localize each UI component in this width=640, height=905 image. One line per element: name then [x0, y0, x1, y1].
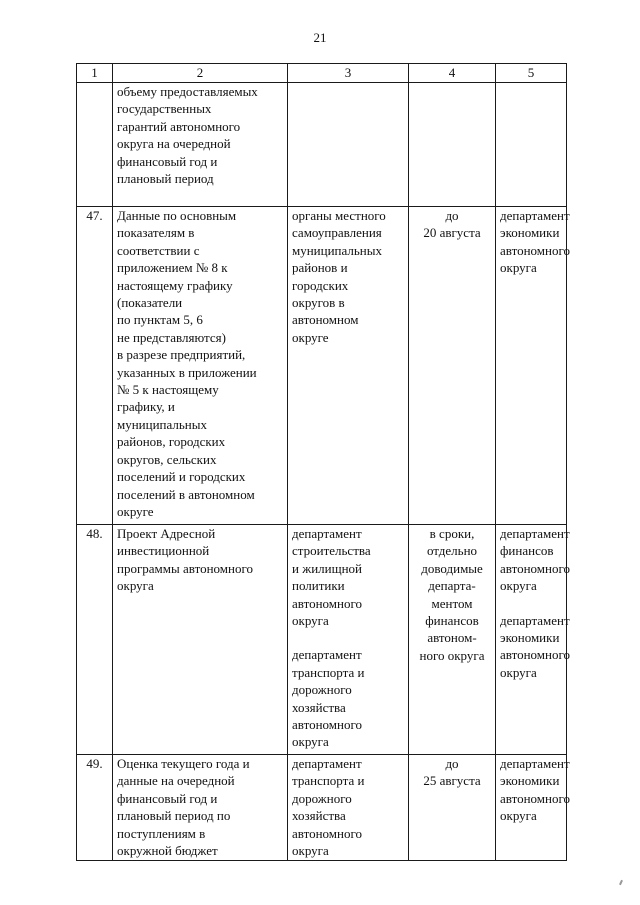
table-row: [77, 755, 567, 861]
row-responsible: [288, 207, 409, 525]
responsible-entry: департамент строительства и жилищной политики автономного округа: [292, 526, 371, 629]
entry-spacer: [292, 629, 404, 646]
table-row: [77, 525, 567, 755]
row-recipient: [496, 525, 570, 755]
header-col-3: 3: [288, 64, 409, 83]
row-responsible: [288, 525, 409, 755]
responsible-entry: департамент транспорта и дорожного хозяйства автономного округа: [292, 647, 365, 750]
row-number: [77, 83, 113, 207]
header-col-5: 5: [496, 64, 567, 83]
recipient-entry: департамент финансов автономного округа: [500, 526, 570, 594]
row-description: Данные по основным показателям в соответствии с приложением № 8 к настоящему графику (показатели по пунктам 5, 6 не представляются) в разрезе предприятий, указанных в приложении № 5 к настоящему графику, и муниципальных районов, городских округов, сельских поселений и городских поселений в автономном округе: [113, 207, 288, 525]
row-deadline: в сроки, отдельно доводимые департа- ментом финансов автоном- ного округа: [409, 525, 496, 755]
row-deadline: [409, 83, 496, 207]
row-description: Оценка текущего года и данные на очередной финансовый год и плановый период по поступлениям в окружной бюджет: [113, 755, 288, 861]
row-recipient: [496, 207, 570, 525]
header-col-1: 1: [77, 64, 113, 83]
recipient-entry: департамент экономики автономного округа: [500, 208, 570, 276]
row-recipient: [496, 755, 570, 861]
page-number: 21: [313, 30, 327, 45]
table-header-row: [77, 64, 567, 83]
responsible-entry: департамент транспорта и дорожного хозяйства автономного округа: [292, 756, 365, 859]
recipient-entry: департамент экономики автономного округа: [500, 756, 570, 824]
row-number: 49.: [77, 755, 113, 861]
row-description: Проект Адресной инвестиционной программы автономного округа: [113, 525, 288, 755]
row-number: 47.: [77, 207, 113, 525]
row-responsible: [288, 755, 409, 861]
table-row: [77, 83, 567, 207]
row-description: объему предоставляемых государственных гарантий автономного округа на очередной финансовый год и плановый период: [113, 83, 288, 207]
header-col-4: 4: [409, 64, 496, 83]
row-recipient: [496, 83, 567, 207]
header-col-2: 2: [113, 64, 288, 83]
schedule-table: [76, 63, 570, 861]
row-deadline: до 20 августа: [409, 207, 496, 525]
recipient-entry: департамент экономики автономного округа: [500, 612, 570, 680]
row-number: 48.: [77, 525, 113, 755]
scan-speck: [619, 880, 623, 885]
entry-spacer: [500, 595, 562, 612]
row-deadline: до 25 августа: [409, 755, 496, 861]
responsible-entry: органы местного самоуправления муниципальных районов и городских округов в автономном округе: [292, 208, 386, 345]
table-row: [77, 207, 567, 525]
row-responsible: [288, 83, 409, 207]
